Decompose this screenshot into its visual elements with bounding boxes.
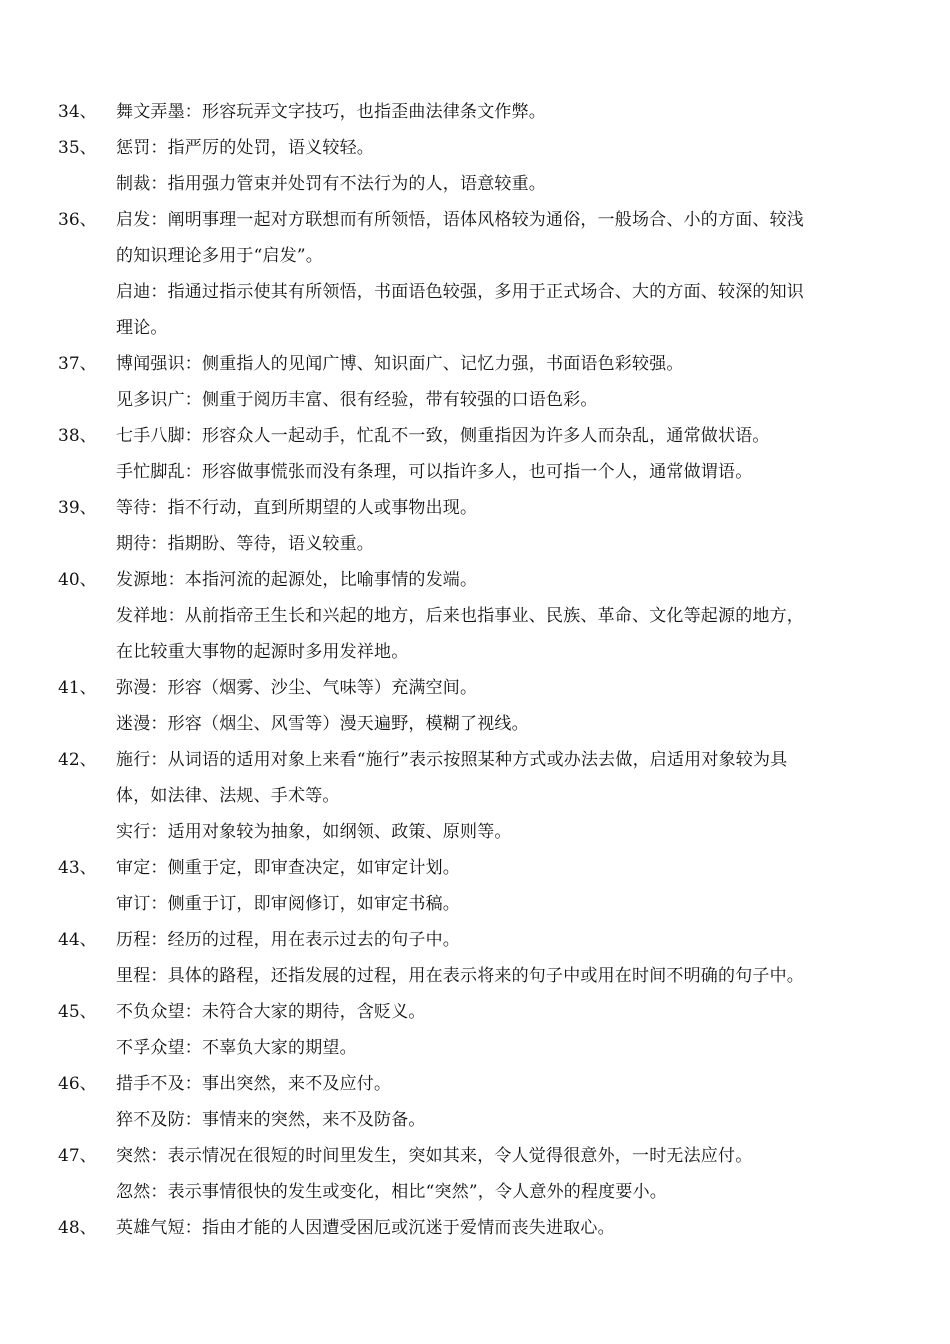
list-item bbox=[58, 670, 890, 742]
entry-text-line: 制裁：指用强力管束并处罚有不法行为的人，语意较重。 bbox=[116, 174, 546, 194]
entry-text-line: 突然：表示情况在很短的时间里发生，突如其来，令人觉得很意外，一时无法应付。 bbox=[116, 1146, 753, 1166]
entry-number: 40、 bbox=[58, 570, 97, 590]
entry-text-line: 审订：侧重于订，即审阅修订，如审定书稿。 bbox=[116, 894, 460, 914]
entry-text-line: 发源地：本指河流的起源处，比喻事情的发端。 bbox=[116, 570, 478, 590]
list-item bbox=[58, 130, 890, 202]
entry-number: 41、 bbox=[58, 678, 97, 698]
entry-number: 42、 bbox=[58, 750, 97, 770]
entry-text-line: 期待：指期盼、等待，语义较重。 bbox=[116, 534, 374, 554]
entry-number: 36、 bbox=[58, 210, 97, 230]
entry-text-line: 不负众望：未符合大家的期待，含贬义。 bbox=[116, 1002, 426, 1022]
entry-number: 43、 bbox=[58, 858, 97, 878]
list-item bbox=[58, 1066, 890, 1138]
entry-number: 34、 bbox=[58, 102, 97, 122]
entry-text-line: 审定：侧重于定，即审查决定，如审定计划。 bbox=[116, 858, 460, 878]
list-item bbox=[58, 742, 890, 850]
entry-text-line: 惩罚：指严厉的处罚，语义较轻。 bbox=[116, 138, 374, 158]
entry-number: 39、 bbox=[58, 498, 97, 518]
entry-text-line: 英雄气短：指由才能的人因遭受困厄或沉迷于爱情而丧失进取心。 bbox=[116, 1218, 615, 1238]
list-item bbox=[58, 994, 890, 1066]
entry-number: 44、 bbox=[58, 930, 97, 950]
entry-text-line: 措手不及：事出突然，来不及应付。 bbox=[116, 1074, 392, 1094]
list-item bbox=[58, 346, 890, 418]
list-item bbox=[58, 1210, 890, 1246]
entry-text-line: 的知识理论多用于“启发”。 bbox=[116, 246, 323, 266]
entry-text-line: 见多识广：侧重于阅历丰富、很有经验，带有较强的口语色彩。 bbox=[116, 390, 598, 410]
list-item bbox=[58, 202, 890, 346]
entry-text-line: 历程：经历的过程，用在表示过去的句子中。 bbox=[116, 930, 460, 950]
entry-number: 45、 bbox=[58, 1002, 97, 1022]
entry-text-line: 博闻强识：侧重指人的见闻广博、知识面广、记忆力强，书面语色彩较强。 bbox=[116, 354, 684, 374]
list-item bbox=[58, 562, 890, 670]
entry-number: 48、 bbox=[58, 1218, 97, 1238]
entry-number: 35、 bbox=[58, 138, 97, 158]
entry-text-line: 七手八脚：形容众人一起动手，忙乱不一致，侧重指因为许多人而杂乱，通常做状语。 bbox=[116, 426, 770, 446]
entry-text-line: 理论。 bbox=[116, 318, 168, 338]
entry-list bbox=[58, 94, 890, 1246]
entry-text-line: 施行：从词语的适用对象上来看“施行”表示按照某种方式或办法去做，启适用对象较为具 bbox=[116, 750, 788, 770]
entry-text-line: 实行：适用对象较为抽象，如纲领、政策、原则等。 bbox=[116, 822, 512, 842]
entry-number: 37、 bbox=[58, 354, 97, 374]
entry-text-line: 手忙脚乱：形容做事慌张而没有条理，可以指许多人，也可指一个人，通常做谓语。 bbox=[116, 462, 753, 482]
entry-number: 46、 bbox=[58, 1074, 97, 1094]
entry-text-line: 舞文弄墨：形容玩弄文字技巧，也指歪曲法律条文作弊。 bbox=[116, 102, 546, 122]
entry-text-line: 猝不及防：事情来的突然，来不及防备。 bbox=[116, 1110, 426, 1130]
entry-text-line: 里程：具体的路程，还指发展的过程，用在表示将来的句子中或用在时间不明确的句子中。 bbox=[116, 966, 804, 986]
list-item bbox=[58, 490, 890, 562]
entry-text-line: 发祥地：从前指帝王生长和兴起的地方，后来也指事业、民族、革命、文化等起源的地方， bbox=[116, 606, 804, 626]
entry-text-line: 迷漫：形容（烟尘、风雪等）漫天遍野，模糊了视线。 bbox=[116, 714, 529, 734]
entry-text-line: 等待：指不行动，直到所期望的人或事物出现。 bbox=[116, 498, 478, 518]
entry-text-line: 弥漫：形容（烟雾、沙尘、气味等）充满空间。 bbox=[116, 678, 478, 698]
entry-text-line: 忽然：表示事情很快的发生或变化，相比“突然”，令人意外的程度要小。 bbox=[116, 1182, 667, 1202]
entry-number: 47、 bbox=[58, 1146, 97, 1166]
list-item bbox=[58, 94, 890, 130]
entry-text-line: 启迪：指通过指示使其有所领悟，书面语色较强，多用于正式场合、大的方面、较深的知识 bbox=[116, 282, 804, 302]
list-item bbox=[58, 1138, 890, 1210]
list-item bbox=[58, 922, 890, 994]
entry-text-line: 启发：阐明事理一起对方联想而有所领悟，语体风格较为通俗，一般场合、小的方面、较浅 bbox=[116, 210, 804, 230]
entry-text-line: 体，如法律、法规、手术等。 bbox=[116, 786, 340, 806]
entry-text-line: 在比较重大事物的起源时多用发祥地。 bbox=[116, 642, 409, 662]
entry-number: 38、 bbox=[58, 426, 97, 446]
list-item bbox=[58, 850, 890, 922]
list-item bbox=[58, 418, 890, 490]
entry-text-line: 不孚众望：不辜负大家的期望。 bbox=[116, 1038, 357, 1058]
